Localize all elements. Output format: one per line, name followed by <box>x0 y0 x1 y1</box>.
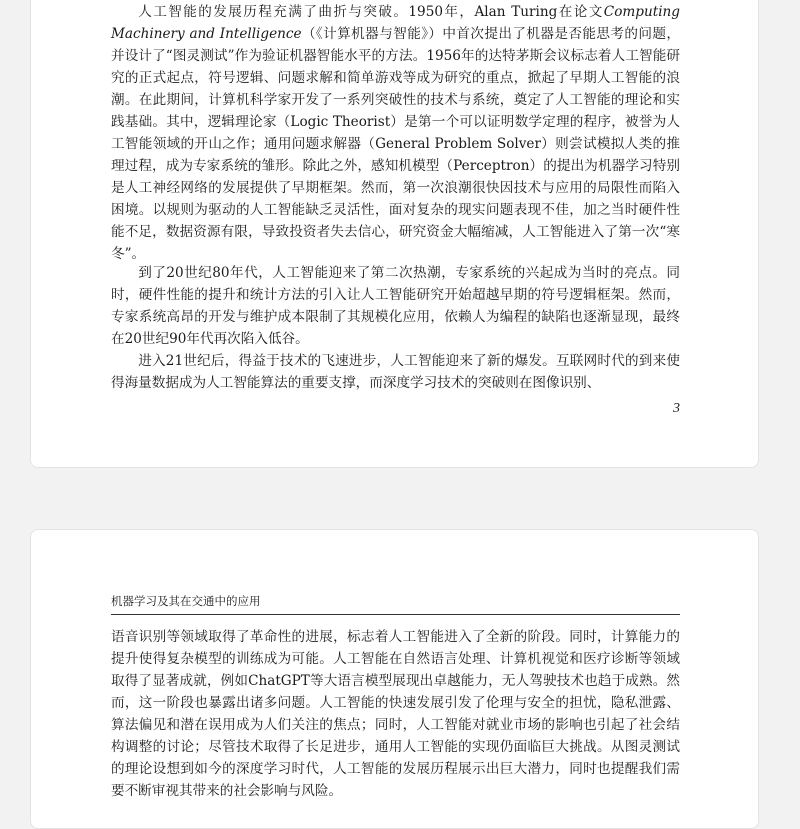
page-4 <box>30 529 759 829</box>
paragraph-21st-century: 进入21世纪后，得益于技术的飞速进步，人工智能迎来了新的爆发。互联网时代的到来使得海量数据成为人工智能算法的重要支撑，而深度学习技术的突破则在图像识别、 <box>111 353 680 391</box>
paragraph-continuation: 语音识别等领域取得了革命性的进展，标志着人工智能进入了全新的阶段。同时，计算能力的提升使得复杂模型的训练成为可能。人工智能在自然语言处理、计算机视觉和医疗诊断等领域取得了显著成就，例如ChatGPT等大语言模型展现出卓越能力，无人驾驶技术也趋于成熟。然而，这一阶段也暴露出诸多问题。人工智能的快速发展引发了伦理与安全的担忧，隐私泄露、算法偏见和潜在误用成为人们关注的焦点；同时，人工智能对就业市场的影响也引起了社会结构调整的讨论；尽管技术取得了长足进步，通用人工智能的实现仍面临巨大挑战。从图灵测试的理论设想到如今的深度学习时代，人工智能的发展历程展示出巨大潜力，同时也提醒我们需要不断审视其带来的社会影响与风险。 <box>111 629 680 799</box>
paragraph-text: 人工智能的发展历程充满了曲折与突破。1950年，Alan Turing在论文 <box>138 4 604 20</box>
running-head: 机器学习及其在交通中的应用 <box>111 593 680 615</box>
page-number: 3 <box>673 401 680 416</box>
paragraph-text: （《计算机器与智能》）中首次提出了机器是否能思考的问题，并设计了“图灵测试”作为验证机器智能水平的方法。1956年的达特茅斯会议标志着人工智能研究的正式起点，符号逻辑、问题求解和简单游戏等成为研究的重点，掀起了早期人工智能的浪潮。在此期间，计算机科学家开发了一系列突破性的技术与系统，奠定了人工智能的理论和实践基础。其中，逻辑理论家（Logic Theorist）是第一个可以证明数学定理的程序，被誉为人工智能领域的开山之作；通用问题求解器（General Problem Solver）则尝试模拟人类的推理过程，成为专家系统的雏形。除此之外，感知机模型（Perceptron）的提出为机器学习特别是人工神经网络的发展提供了早期框架。然而，第一次浪潮很快因技术与应用的局限性而陷入困境。以规则为驱动的人工智能缺乏灵活性，面对复杂的现实问题表现不佳，加之当时硬件性能不足，数据资源有限，导致投资者失去信心，研究资金大幅缩减，人工智能进入了第一次“寒冬”。 <box>111 26 680 262</box>
page-3 <box>30 0 759 468</box>
paragraph-second-wave: 到了20世纪80年代，人工智能迎来了第二次热潮，专家系统的兴起成为当时的亮点。同时，硬件性能的提升和统计方法的引入让人工智能研究开始超越早期的符号逻辑框架。然而，专家系统高昂的开发与维护成本限制了其规模化应用，依赖人为编程的缺陷也逐渐显现，最终在20世纪90年代再次陷入低谷。 <box>111 265 680 347</box>
paper-title: Computing Machinery and Intelligence <box>111 4 680 42</box>
paragraph-ai-history <box>111 1 680 265</box>
